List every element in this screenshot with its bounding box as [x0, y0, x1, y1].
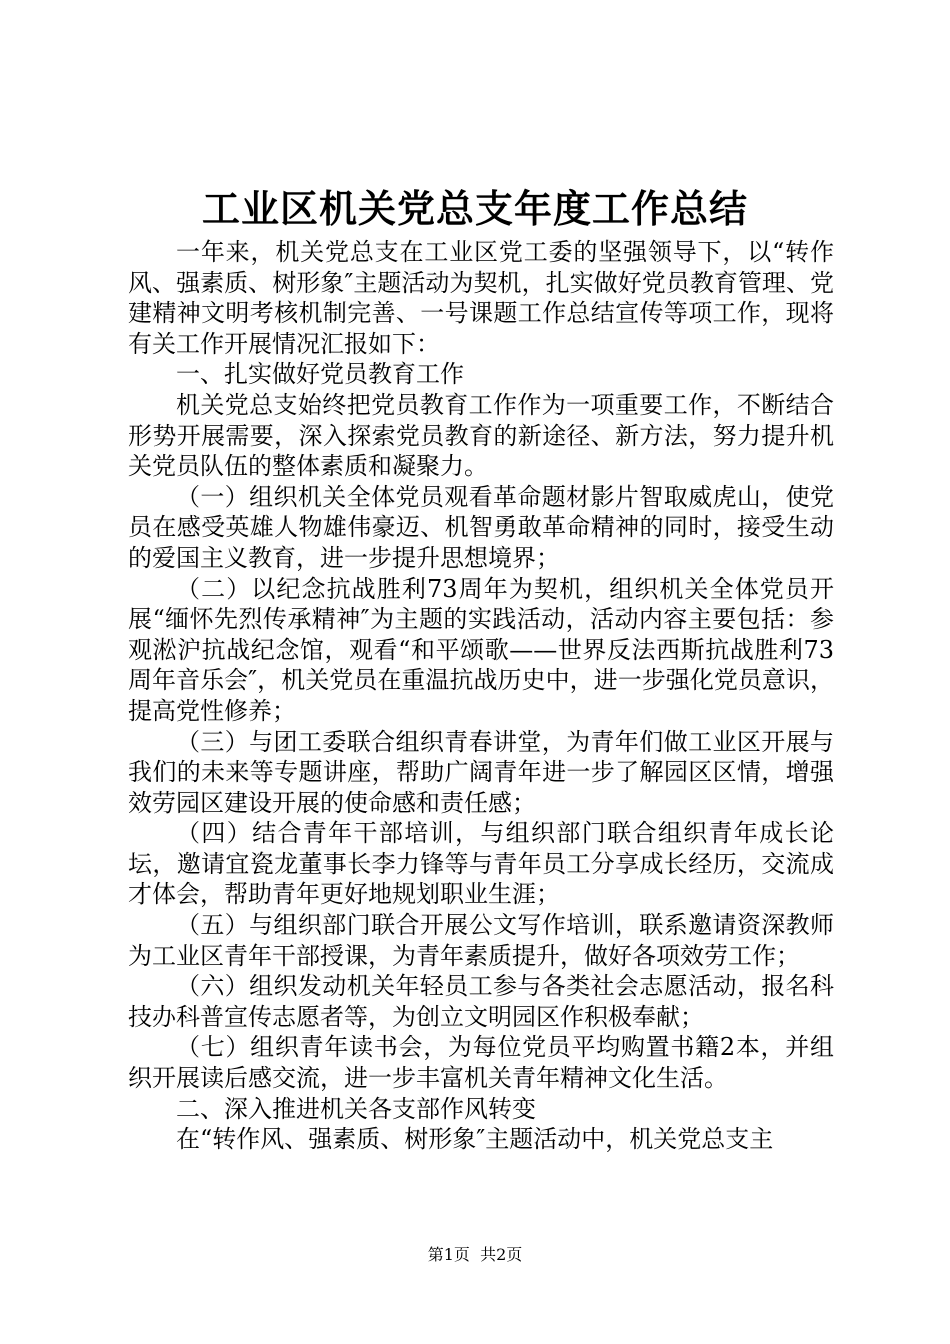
item-7: （七）组织青年读书会，为每位党员平均购置书籍2本，并组织开展读后感交流，进一步丰富机关青年精神文化生活。 [128, 1033, 834, 1093]
page-number-label: 第1页 共2页 [427, 1245, 523, 1264]
item-3: （三）与团工委联合组织青春讲堂，为青年们做工业区开展与我们的未来等专题讲座，帮助广阔青年进一步了解园区区情，增强效劳园区建设开展的使命感和责任感； [128, 727, 834, 817]
document-body [128, 237, 834, 1155]
document-title: 工业区机关党总支年度工作总结 [201, 186, 748, 231]
item-2: （二）以纪念抗战胜利73周年为契机，组织机关全体党员开展“缅怀先烈传承精神″为主题的实践活动，活动内容主要包括：参观淞沪抗战纪念馆，观看“和平颂歌——世界反法西斯抗战胜利73周年音乐会″，机关党员在重温抗战历史中，进一步强化党员意识，提高党性修养； [128, 574, 834, 725]
item-4: （四）结合青年干部培训，与组织部门联合组织青年成长论坛，邀请宜瓷龙董事长李力锋等与青年员工分享成长经历，交流成才体会，帮助青年更好地规划职业生涯； [128, 819, 834, 909]
section-heading-1: 一、扎实做好党员教育工作 [176, 360, 464, 389]
item-5: （五）与组织部门联合开展公文写作培训，联系邀请资深教师为工业区青年干部授课，为青年素质提升，做好各项效劳工作； [128, 911, 834, 970]
intro-paragraph: 一年来，机关党总支在工业区党工委的坚强领导下，以“转作风、强素质、树形象″主题活动为契机，扎实做好党员教育管理、党建精神文明考核机制完善、一号课题工作总结宣传等项工作，现将有关工作开展情况汇报如下： [128, 238, 834, 358]
section-1-summary: 机关党总支始终把党员教育工作作为一项重要工作，不断结合形势开展需要，深入探索党员教育的新途径、新方法，努力提升机关党员队伍的整体素质和凝聚力。 [128, 390, 834, 481]
section-2-paragraph: 在“转作风、强素质、树形象″主题活动中，机关党总支主 [176, 1125, 774, 1154]
item-1: （一）组织机关全体党员观看革命题材影片智取威虎山，使党员在感受英雄人物雄伟豪迈、机智勇敢革命精神的同时，接受生动的爱国主义教育，进一步提升思想境界； [128, 482, 834, 572]
item-6: （六）组织发动机关年轻员工参与各类社会志愿活动，报名科技办科普宣传志愿者等，为创立文明园区作积极奉献； [128, 972, 834, 1031]
page-footer [0, 1244, 950, 1266]
section-heading-2: 二、深入推进机关各支部作风转变 [176, 1094, 536, 1123]
